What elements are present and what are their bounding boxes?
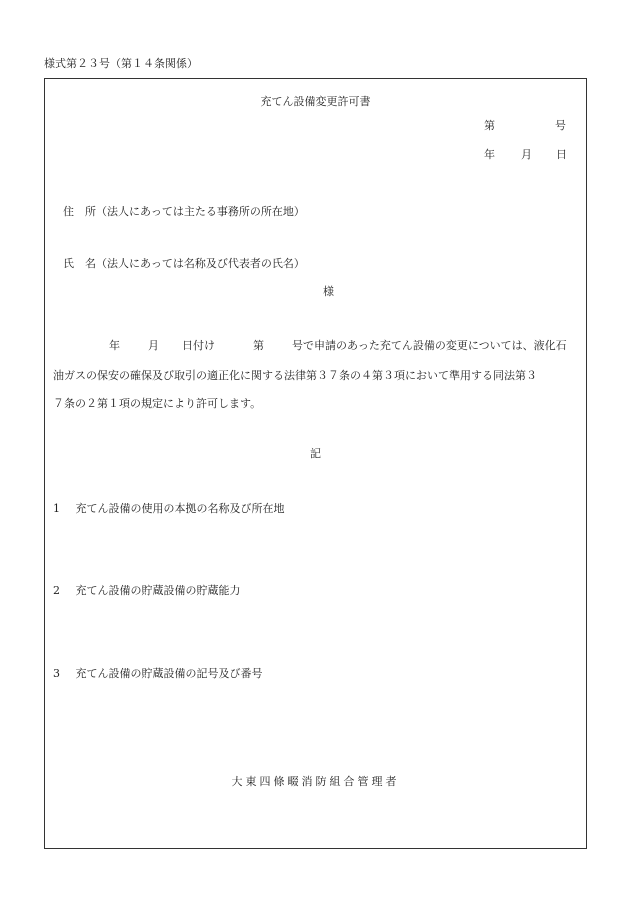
document-title: 充てん設備変更許可書: [260, 95, 371, 108]
body-line2: 油ガスの保安の確保及び取引の適正化に関する法律第３７条の４第３項において準用する同法第３: [53, 369, 537, 382]
body-date-year: 年: [109, 339, 120, 352]
item-3: [53, 667, 263, 681]
address-label: 住 所: [63, 205, 96, 218]
body-line1: 号で申請のあった充てん設備の変更については、液化石: [292, 339, 567, 352]
name-field: [63, 257, 305, 271]
form-number: 様式第２３号（第１４条関係）: [44, 57, 198, 70]
item-2-number: 2: [53, 584, 60, 597]
date-year: 年: [484, 148, 495, 161]
date-day: 日: [556, 148, 567, 161]
number-suffix: 号: [555, 119, 566, 132]
item-1: [53, 502, 285, 516]
address-field: [63, 205, 305, 219]
body-date-month: 月: [148, 339, 159, 352]
body-line3: ７条の２第１項の規定により許可します。: [53, 397, 262, 410]
document-frame: [44, 78, 587, 849]
number-prefix: 第: [484, 119, 495, 132]
body-date-day: 日付け: [182, 339, 215, 352]
record-heading: 記: [310, 447, 321, 460]
name-label: 氏 名: [63, 257, 96, 270]
item-3-text: 充てん設備の貯蔵設備の記号及び番号: [75, 667, 263, 680]
item-2: [53, 584, 241, 598]
honorific: 様: [323, 285, 334, 298]
item-2-text: 充てん設備の貯蔵設備の貯蔵能力: [75, 584, 241, 597]
name-note: （法人にあっては名称及び代表者の氏名）: [96, 257, 305, 270]
item-3-number: 3: [53, 667, 60, 680]
item-1-text: 充てん設備の使用の本拠の名称及び所在地: [75, 502, 285, 515]
issuer: 大東四條畷消防組合管理者: [231, 775, 400, 788]
item-1-number: 1: [53, 502, 60, 515]
body-num-prefix: 第: [253, 339, 264, 352]
date-month: 月: [521, 148, 532, 161]
address-note: （法人にあっては主たる事務所の所在地）: [96, 205, 305, 218]
